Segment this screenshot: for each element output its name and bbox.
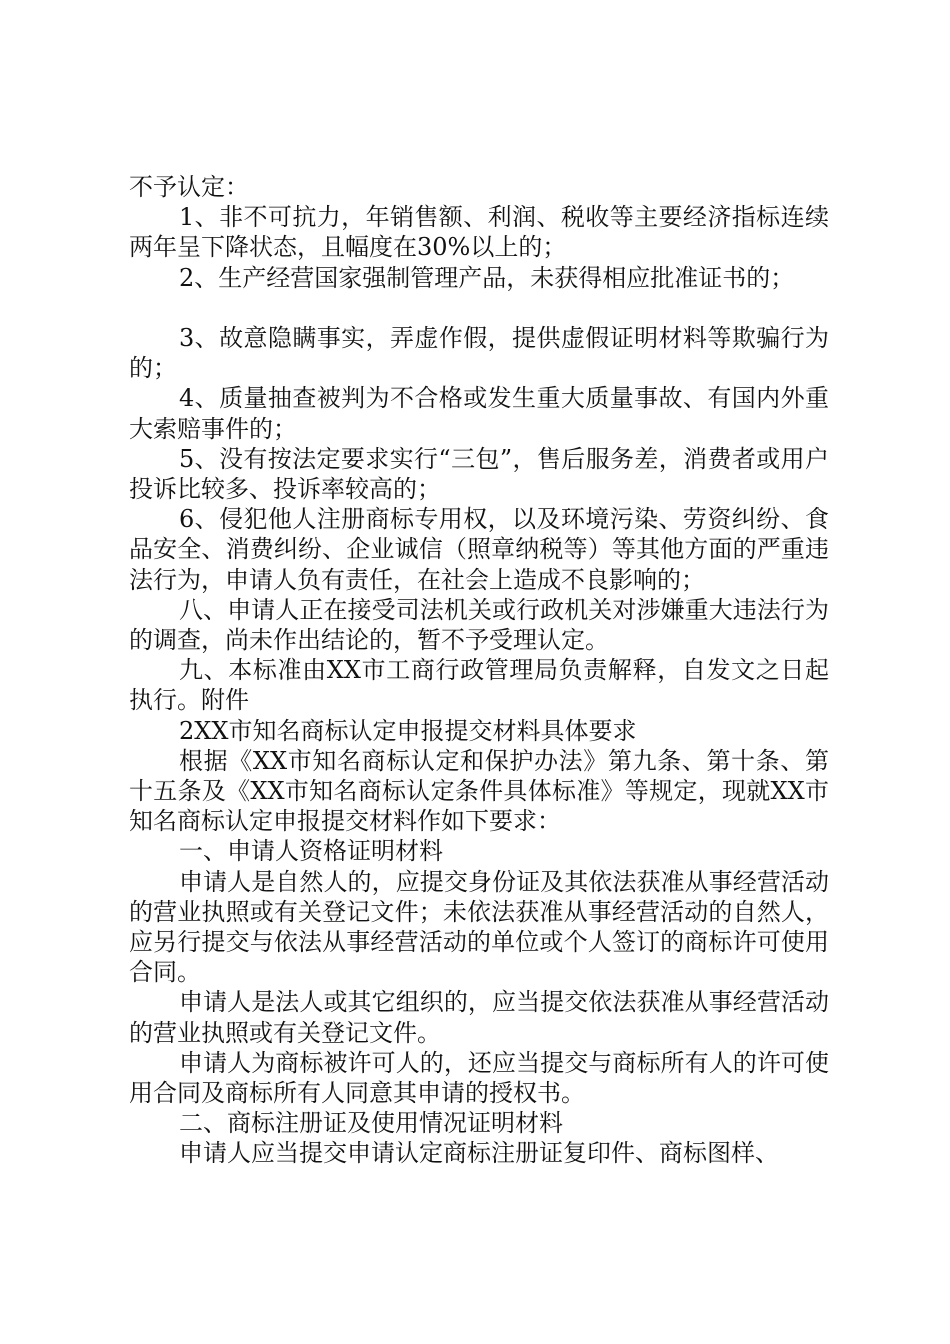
- paragraph-licensee: 申请人为商标被许可人的，还应当提交与商标所有人的许可使用合同及商标所有人同意其申请的授权书。: [129, 1048, 829, 1108]
- paragraph-item-4: 4、质量抽查被判为不合格或发生重大质量事故、有国内外重大索赔事件的；: [129, 384, 829, 443]
- paragraph-item-2: 2、生产经营国家强制管理产品，未获得相应批准证书的；: [179, 263, 795, 292]
- paragraph-item-6: 6、侵犯他人注册商标专用权，以及环境污染、劳资纠纷、食品安全、消费纠纷、企业诚信（照章纳税等）等其他方面的严重违法行为，申请人负有责任，在社会上造成不良影响的；: [129, 505, 829, 594]
- paragraph-article-9: 九、本标准由XX市工商行政管理局负责解释，自发文之日起执行。附件: [129, 656, 829, 715]
- paragraph-legal-person: 申请人是法人或其它组织的，应当提交依法获准从事经营活动的营业执照或有关登记文件。: [129, 988, 829, 1047]
- section-heading-1: 一、申请人资格证明材料: [179, 837, 443, 866]
- blank-line: [129, 293, 829, 323]
- section-heading-2: 二、商标注册证及使用情况证明材料: [179, 1109, 563, 1138]
- paragraph-not-recognized-heading: 不予认定：: [129, 173, 249, 201]
- paragraph-item-5: 5、没有按法定要求实行“三包”，售后服务差，消费者或用户投诉比较多、投诉率较高的；: [129, 444, 829, 504]
- paragraph-item-3: 3、故意隐瞒事实，弄虚作假，提供虚假证明材料等欺骗行为的；: [129, 324, 829, 383]
- paragraph-natural-person: 申请人是自然人的，应提交身份证及其依法获准从事经营活动的营业执照或有关登记文件；未依法获准从事经营活动的自然人，应另行提交与依法从事经营活动的单位或个人签订的商标许可使用合同。: [129, 867, 829, 987]
- paragraph-basis: 根据《XX市知名商标认定和保护办法》第九条、第十条、第十五条及《XX市知名商标认定条件具体标准》等规定，现就XX市知名商标认定申报提交材料作如下要求：: [129, 746, 829, 836]
- document-body: [129, 172, 829, 1169]
- paragraph-article-8: 八、申请人正在接受司法机关或行政机关对涉嫌重大违法行为的调查，尚未作出结论的，暂不予受理认定。: [129, 595, 829, 655]
- attachment-title: 2XX市知名商标认定申报提交材料具体要求: [179, 716, 637, 745]
- paragraph-item-1: 1、非不可抗力，年销售额、利润、税收等主要经济指标连续两年呈下降状态，且幅度在30%以上的；: [129, 203, 829, 262]
- paragraph-registration-materials: 申请人应当提交申请认定商标注册证复印件、商标图样、: [179, 1139, 779, 1168]
